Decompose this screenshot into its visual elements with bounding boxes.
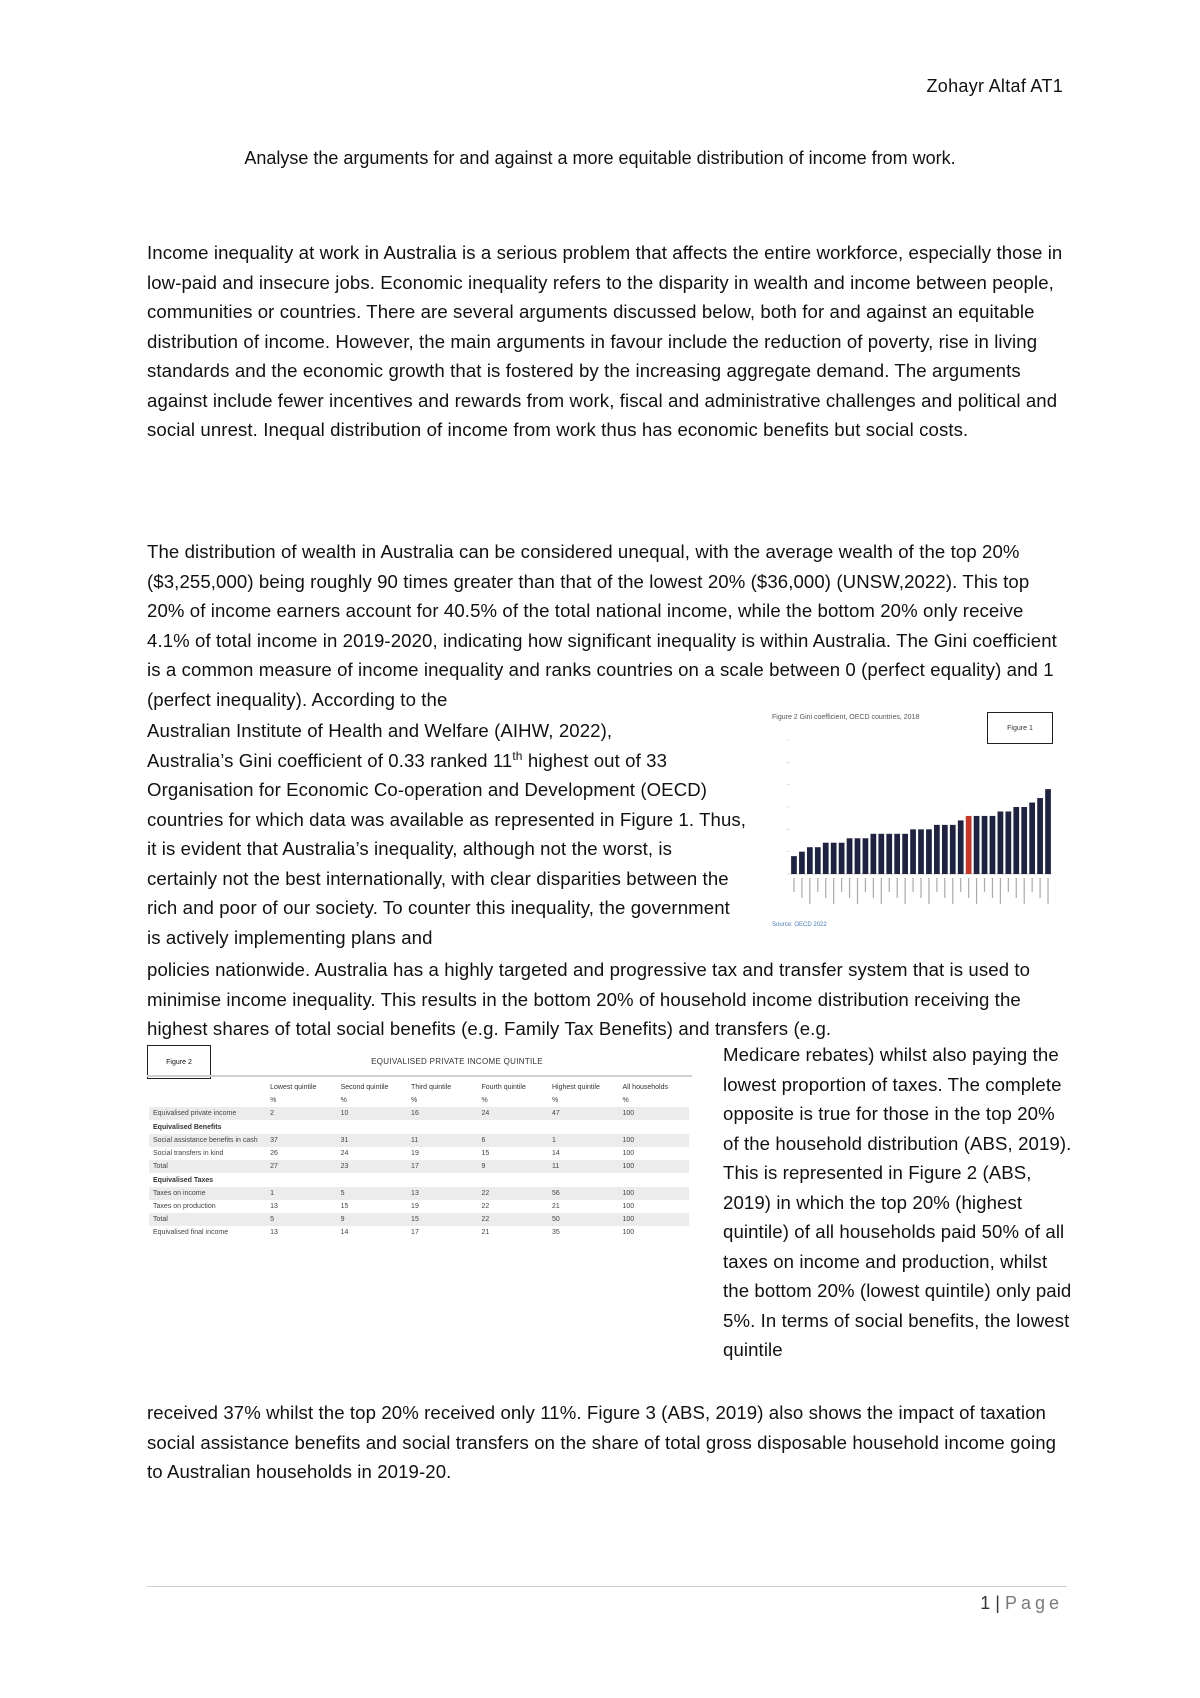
bar — [942, 825, 948, 874]
table-cell: 100 — [618, 1134, 689, 1147]
table-cell: 100 — [618, 1213, 689, 1226]
paragraph-conclusion — [147, 1398, 1067, 1487]
table-title: EQUIVALISED PRIVATE INCOME QUINTILE — [371, 1057, 543, 1066]
bar — [847, 838, 853, 874]
header-cell: Lowest quintile — [270, 1084, 317, 1091]
bar — [918, 829, 924, 874]
page-label: Page — [1004, 1593, 1063, 1613]
table-cell: 100 — [622, 1150, 635, 1157]
bar — [791, 856, 797, 874]
units-cell: % — [340, 1097, 347, 1104]
bar — [1021, 807, 1027, 874]
table-cell: 24 — [478, 1107, 548, 1120]
bar — [958, 820, 964, 874]
table-cell: 17 — [411, 1229, 419, 1236]
bar — [910, 829, 916, 874]
table-cell: 13 — [270, 1203, 278, 1210]
table-section-row — [149, 1173, 689, 1187]
table-cell: 2 — [266, 1107, 336, 1120]
table-units-row — [149, 1094, 689, 1107]
table-cell: 35 — [551, 1229, 560, 1236]
table-cell: 11 — [548, 1160, 618, 1173]
table-row — [149, 1147, 689, 1160]
bar — [831, 843, 837, 874]
table-cell: 24 — [340, 1150, 349, 1157]
bar — [998, 811, 1004, 874]
header-cell: Highest quintile — [551, 1084, 600, 1091]
units-cell: % — [270, 1097, 277, 1104]
bar — [1029, 803, 1035, 874]
table-cell: 1 — [548, 1134, 618, 1147]
table-body — [149, 1107, 689, 1239]
bar — [926, 829, 932, 874]
paragraph-text: Organisation for Economic Co-operation and Development (OECD) countries for which data was available as represented in Figure 1. Thus, it is evident that Australia’s inequality, although not the worst, is certainly not the best internationally, with clear disparities between the rich and poor of our society. To counter this inequality, the government is actively implementing plans and — [147, 779, 747, 948]
table-cell: 13 — [407, 1187, 477, 1200]
table-cell: 56 — [548, 1187, 618, 1200]
gini-bar-chart — [762, 734, 1058, 920]
bar — [902, 834, 908, 874]
table-cell: 22 — [478, 1187, 548, 1200]
table-cell: 100 — [618, 1187, 689, 1200]
header-cell: All households — [622, 1084, 668, 1091]
units-cell: % — [622, 1097, 629, 1104]
paragraph-text: Medicare rebates) whilst also paying the lowest proportion of taxes. The complete opposite is true for those in the top 20% of the household distribution (ABS, 2019). This is represented in Figure 2 (ABS, 2019) in which the top 20% (highest quintile) of all households paid 50% of all taxes on income and production, whilst the bottom 20% (lowest quintile) only paid 5%. In terms of social benefits, the lowest quintile — [723, 1044, 1072, 1360]
table-cell: 100 — [618, 1160, 689, 1173]
bar — [894, 834, 900, 874]
quintile-table — [149, 1081, 689, 1239]
units-cell: % — [411, 1097, 418, 1104]
divider — [147, 1075, 692, 1077]
bar — [1005, 811, 1011, 874]
table-cell: 100 — [622, 1229, 635, 1236]
table-cell: 50 — [548, 1213, 618, 1226]
table-cell: 31 — [337, 1134, 407, 1147]
footer-separator: | — [995, 1593, 1000, 1613]
bar-australia — [966, 816, 972, 874]
table-cell: 19 — [411, 1203, 419, 1210]
table-cell: 16 — [407, 1107, 477, 1120]
table-row — [149, 1134, 689, 1147]
row-label: Total — [149, 1160, 266, 1173]
header-cell: Fourth quintile — [481, 1084, 526, 1091]
footer-divider — [147, 1586, 1067, 1587]
table-cell: 47 — [548, 1107, 618, 1120]
table-cell: 23 — [337, 1160, 407, 1173]
figure-badge: Figure 2 — [147, 1045, 211, 1079]
document-header: Zohayr Altaf AT1 — [926, 76, 1063, 96]
paragraph-wealth-distribution — [147, 537, 1067, 714]
figure-source: Source: OECD 2022 — [772, 922, 827, 928]
bar — [823, 843, 829, 874]
bar — [855, 838, 861, 874]
row-label: Social transfers in kind — [153, 1150, 224, 1157]
table-cell: 27 — [266, 1160, 336, 1173]
table-cell: 100 — [618, 1107, 689, 1120]
table-cell: 13 — [270, 1229, 278, 1236]
paragraph-text: policies nationwide. Australia has a highly targeted and progressive tax and transfer system that is used to minimise income inequality. This results in the bottom 20% of household income distribution receiving the highest shares of total social benefits (e.g. Family Tax Benefits) and transfers (e.g. — [147, 959, 1031, 1039]
header-cell — [149, 1081, 266, 1094]
bar — [1013, 807, 1019, 874]
table-cell: 21 — [481, 1229, 490, 1236]
table-cell: 19 — [411, 1150, 419, 1157]
paragraph-introduction — [147, 238, 1067, 445]
figure-badge: Figure 1 — [987, 712, 1053, 744]
row-label: Taxes on income — [149, 1187, 266, 1200]
units-cell: % — [481, 1097, 488, 1104]
bar — [1037, 798, 1043, 874]
bar — [1045, 789, 1051, 874]
table-cell: 9 — [478, 1160, 548, 1173]
units-cell: % — [551, 1097, 559, 1104]
row-label: Total — [149, 1213, 266, 1226]
header-cell: Third quintile — [411, 1084, 452, 1091]
row-label: Equivalised Taxes — [153, 1177, 214, 1184]
paragraph-line — [147, 746, 747, 776]
table-cell: 15 — [340, 1203, 349, 1210]
figure-2-income-quintile-table — [147, 1045, 692, 1385]
table-cell: 22 — [481, 1203, 490, 1210]
table-row — [149, 1160, 689, 1173]
paragraph-line: Australian Institute of Health and Welfare (AIHW, 2022), — [147, 720, 613, 741]
table-section-row — [149, 1120, 689, 1134]
figure-1-gini-chart — [762, 712, 1058, 932]
row-label: Equivalised final income — [153, 1229, 229, 1236]
bar — [799, 852, 805, 874]
table-cell: 17 — [407, 1160, 477, 1173]
page-number: 1 — [980, 1593, 991, 1613]
table-row — [149, 1213, 689, 1226]
text-span: Australia’s Gini coefficient of 0.33 ranked 11 — [147, 749, 513, 771]
text-span: highest out of 33 — [522, 749, 668, 771]
table-row — [149, 1187, 689, 1200]
bar — [934, 825, 940, 874]
table-cell: 5 — [266, 1213, 336, 1226]
bar — [990, 816, 996, 874]
bar — [886, 834, 892, 874]
bar — [863, 838, 869, 874]
bar — [878, 834, 884, 874]
table-cell: 14 — [340, 1229, 349, 1236]
essay-title: Analyse the arguments for and against a more equitable distribution of income from work. — [244, 148, 956, 168]
bar — [815, 847, 821, 874]
table-cell: 15 — [407, 1213, 477, 1226]
row-label: Equivalised Benefits — [153, 1124, 222, 1131]
table-row — [149, 1107, 689, 1120]
table-cell: 6 — [478, 1134, 548, 1147]
bar — [974, 816, 980, 874]
table-cell: 37 — [266, 1134, 336, 1147]
paragraph-gini — [147, 716, 747, 952]
row-label: Social assistance benefits in cash — [149, 1134, 266, 1147]
figure-caption: Figure 2 Gini coefficient, OECD countries, 2018 — [772, 714, 920, 721]
table-cell: 5 — [337, 1187, 407, 1200]
table-cell: 100 — [622, 1203, 635, 1210]
paragraph-tax-transfer — [147, 955, 1067, 1044]
table-cell: 11 — [407, 1134, 477, 1147]
page-footer — [980, 1593, 1063, 1614]
table-cell: 22 — [478, 1213, 548, 1226]
bar — [807, 847, 813, 874]
table-cell: 14 — [551, 1150, 560, 1157]
paragraph-text: received 37% whilst the top 20% received only 11%. Figure 3 (ABS, 2019) also shows the impact of taxation social assistance benefits and social transfers on the share of total gross disposable household income going to Australian households in 2019-20. — [147, 1402, 1057, 1482]
table-header-row — [149, 1081, 689, 1094]
table-cell: 10 — [337, 1107, 407, 1120]
table-cell: 15 — [481, 1150, 490, 1157]
table-cell: 21 — [551, 1203, 560, 1210]
bar — [839, 843, 845, 874]
superscript: th — [512, 748, 523, 763]
paragraph-text: Income inequality at work in Australia is a serious problem that affects the entire workforce, especially those in low-paid and insecure jobs. Economic inequality refers to the disparity in wealth and income between people, communities or countries. There are several arguments discussed below, both for and against an equitable distribution of income. However, the main arguments in favour include the reduction of poverty, rise in living standards and the economic growth that is fostered by the increasing aggregate demand. The arguments against include fewer incentives and rewards from work, fiscal and administrative challenges and political and social unrest. Inequal distribution of income from work thus has economic benefits but social costs. — [147, 242, 1063, 440]
row-label: Taxes on production — [153, 1203, 216, 1210]
table-cell: 1 — [266, 1187, 336, 1200]
units-cell — [149, 1094, 266, 1107]
table-cell: 26 — [270, 1150, 278, 1157]
row-label: Equivalised private income — [149, 1107, 266, 1120]
table-cell: 9 — [337, 1213, 407, 1226]
paragraph-quintile-analysis — [723, 1040, 1073, 1365]
table-row — [149, 1226, 689, 1239]
bar — [950, 825, 956, 874]
table-row — [149, 1200, 689, 1213]
paragraph-text: The distribution of wealth in Australia can be considered unequal, with the average wealth of the top 20% ($3,255,000) being roughly 90 times greater than that of the lowest 20% ($36,000) (UNSW,2022). This top 20% of income earners account for 40.5% of the total national income, while the bottom 20% only receive 4.1% of total income in 2019-2020, indicating how significant inequality is within Australia. The Gini coefficient is a common measure of income inequality and ranks countries on a scale between 0 (perfect equality) and 1 (perfect inequality). According to the — [147, 541, 1057, 710]
bar — [982, 816, 988, 874]
bar — [871, 834, 877, 874]
header-cell: Second quintile — [340, 1084, 389, 1091]
